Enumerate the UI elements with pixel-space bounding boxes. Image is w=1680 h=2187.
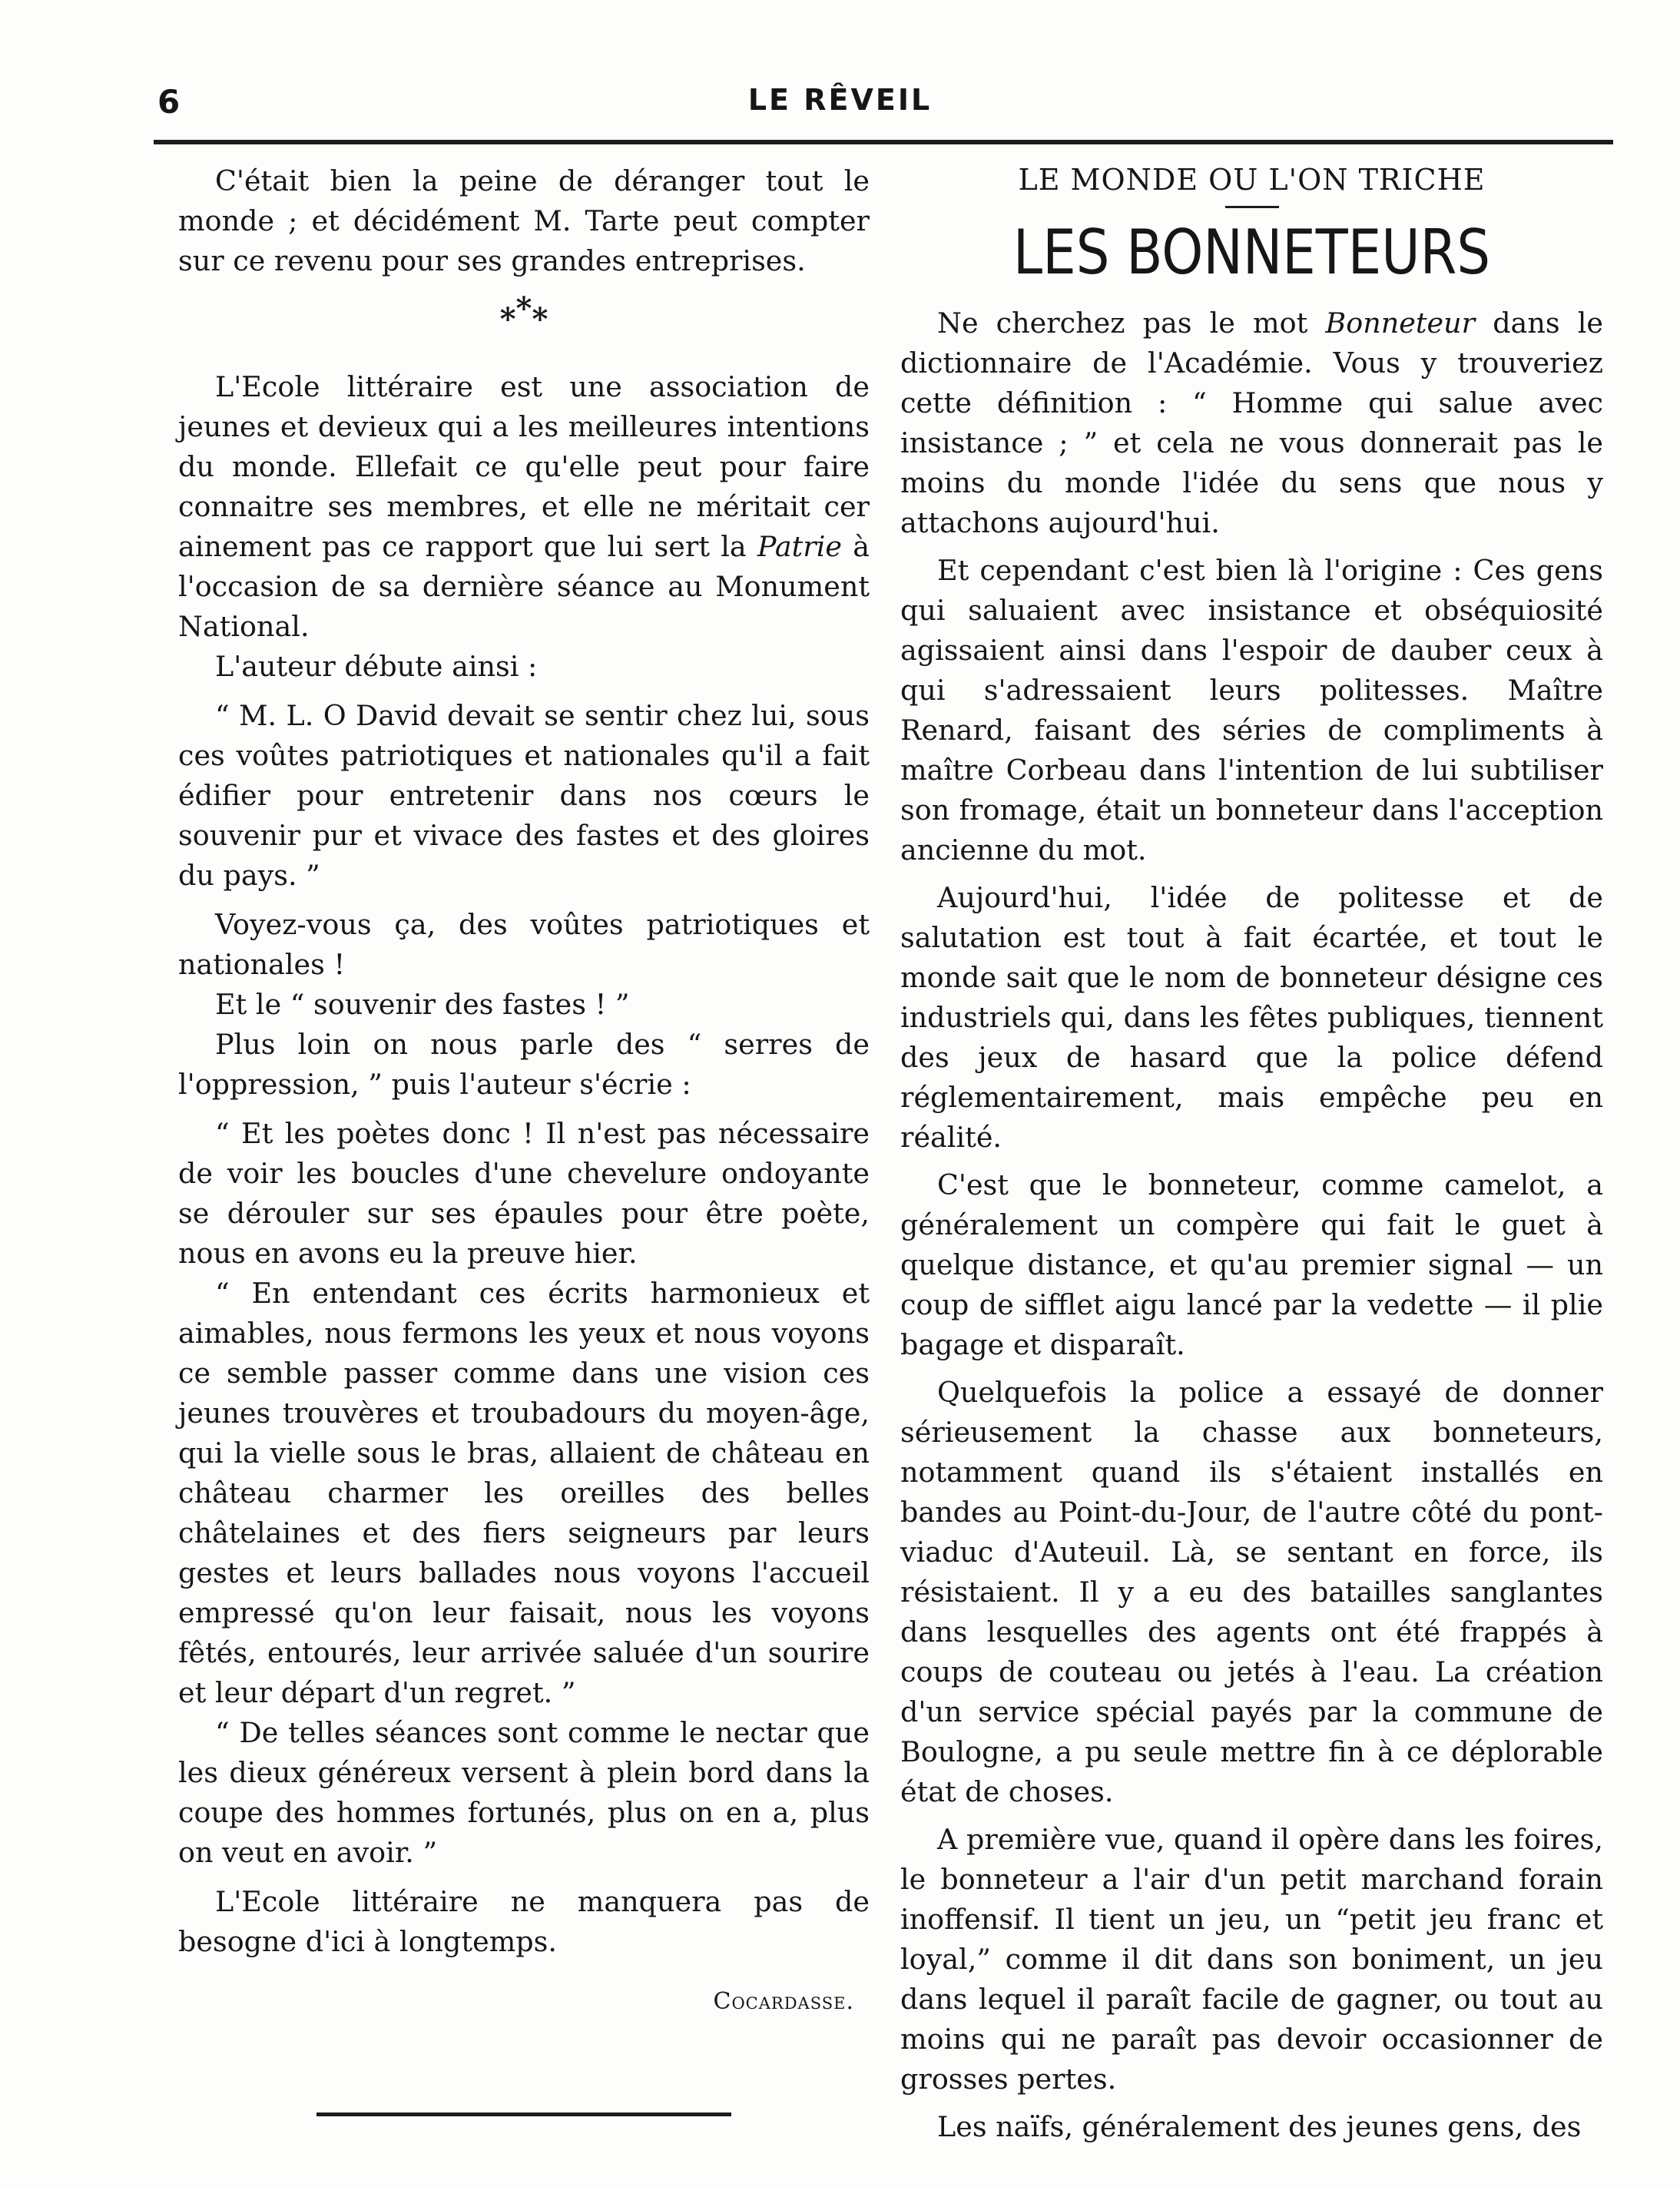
para-4: C'est que le bonneteur, comme camelot, a généralement un compère qui fait le guet à quelque distance, et qu'au premier signal — un coup de sifflet aigu lancé par la vedette — il plie bagage et disparaît. — [900, 1168, 1603, 1361]
para-ecole — [178, 367, 870, 647]
asterism-star: * — [499, 301, 516, 337]
para-souvenir: Et le “ souvenir des fastes ! ” — [215, 988, 630, 1021]
end-rule — [316, 2112, 731, 2116]
para-intro: C'était bien la peine de déranger tout le monde ; et décidément M. Tarte peut compter sur ce revenu pour ses grandes entreprises. — [178, 164, 870, 277]
kicker: LE MONDE OU L'ON TRICHE — [1018, 163, 1486, 197]
para-ecole-text-a: L'Ecole littéraire est une association de jeunes et devieux qui a les meilleures intentions du monde. Ellefait ce qu'elle peut pour faire connaitre ses membres, et elle ne méritait cer ainement pas ce rapport que lui sert la — [178, 370, 870, 563]
asterism-star: * — [532, 301, 548, 337]
asterism-star: * — [515, 290, 532, 326]
para-5: Quelquefois la police a essayé de donner sérieusement la chasse aux bonneteurs, notamment quand ils s'étaient installés en bandes au Point-du-Jour, de l'autre côté du pont-viaduc d'Auteuil. Là, se sentant en force, ils résistaient. Il y a eu des batailles sanglantes dans lesquelles des agents ont été frappés à coups de couteau ou jetés à l'eau. La création d'un service spécial payés par la commune de Boulogne, a pu seule mettre fin à ce déplorable état de choses. — [900, 1376, 1603, 1808]
para-6: A première vue, quand il opère dans les foires, le bonneteur a l'air d'un petit marchand forain inoffensif. Il tient un jeu, un “petit jeu franc et loyal,” comme il dit dans son boniment, un jeu dans lequel il paraît facile de gagner, ou tout au moins qui ne paraît pas devoir occasionner de grosses pertes. — [900, 1823, 1603, 2096]
para-3: Aujourd'hui, l'idée de politesse et de salutation est tout à fait écartée, et tout le monde sait que le nom de bonneteur désigne ces industriels qui, dans les fêtes publiques, tiennent des jeux de hasard que la police défend réglementairement, mais empêche peu en réalité. — [900, 881, 1603, 1154]
para-plus-loin: Plus loin on nous parle des “ serres de l'oppression, ” puis l'auteur s'écrie : — [178, 1028, 870, 1101]
bonneteur-italic: Bonneteur — [1325, 307, 1476, 340]
headline: LES BONNETEURS — [1012, 217, 1491, 288]
patrie-italic: Patrie — [757, 530, 842, 563]
kicker-rule — [1225, 206, 1279, 208]
asterism — [178, 290, 870, 337]
header-rule — [154, 140, 1613, 144]
para-7: Les naïfs, généralement des jeunes gens, des — [937, 2110, 1582, 2143]
left-column — [178, 161, 870, 2116]
para-voyez: Voyez-vous ça, des voûtes patriotiques et nationales ! — [178, 908, 870, 981]
para-1-text-a: Ne cherchez pas le mot — [937, 307, 1308, 340]
para-besogne: L'Ecole littéraire ne manquera pas de besogne d'ici à longtemps. — [178, 1885, 870, 1958]
page-number: 6 — [157, 83, 181, 121]
para-ecole-text-b: à l'occasion de sa dernière séance au Monument National. — [178, 530, 870, 643]
para-2: Et cependant c'est bien là l'origine : Ces gens qui saluaient avec insistance et obséquiosité agissaient ainsi dans l'espoir de dauber ceux à qui s'adressaient leurs politesses. Maître Renard, faisant des séries de compliments à maître Corbeau dans l'intention de lui subtiliser son fromage, était un bonneteur dans l'acception ancienne du mot. — [900, 554, 1603, 867]
quote-poetes: “ Et les poètes donc ! Il n'est pas nécessaire de voir les boucles d'une chevelure ondoyante se dérouler sur ses épaules pour être poète, nous en avons eu la preuve hier. — [178, 1117, 870, 1270]
quote-seances: “ De telles séances sont comme le nectar que les dieux généreux versent à plein bord dans la coupe des hommes fortunés, plus on en a, plus on veut en avoir. ” — [178, 1716, 870, 1869]
running-title: LE RÊVEIL — [747, 83, 933, 117]
quote-david: “ M. L. O David devait se sentir chez lui, sous ces voûtes patriotiques et nationales qu'il a fait édifier pour entretenir dans nos cœurs le souvenir pur et vivace des fastes et des gloires du pays. ” — [178, 699, 870, 892]
quote-entendant: “ En entendant ces écrits harmonieux et aimables, nous fermons les yeux et nous voyons ce semble passer comme dans une vision ces jeunes trouvères et troubadours du moyen-âge, qui la vielle sous le bras, allaient de château en château charmer les oreilles des belles châtelaines et des fiers seigneurs par leurs gestes et leurs ballades nous voyons l'accueil empressé qu'on leur faisait, nous les voyons fêtés, entourés, leur arrivée saluée d'un sourire et leur départ d'un regret. ” — [178, 1277, 870, 1709]
signature: Cocardasse. — [713, 1988, 854, 2015]
para-1 — [900, 303, 1603, 543]
right-column — [900, 161, 1603, 2147]
para-1-text-b: dans le dictionnaire de l'Académie. Vous y trouveriez cette définition : “ Homme qui salue avec insistance ; ” et cela ne vous donnerait pas le moins du monde l'idée du sens que nous y attachons aujourd'hui. — [900, 307, 1603, 539]
para-auteur: L'auteur débute ainsi : — [215, 650, 538, 683]
